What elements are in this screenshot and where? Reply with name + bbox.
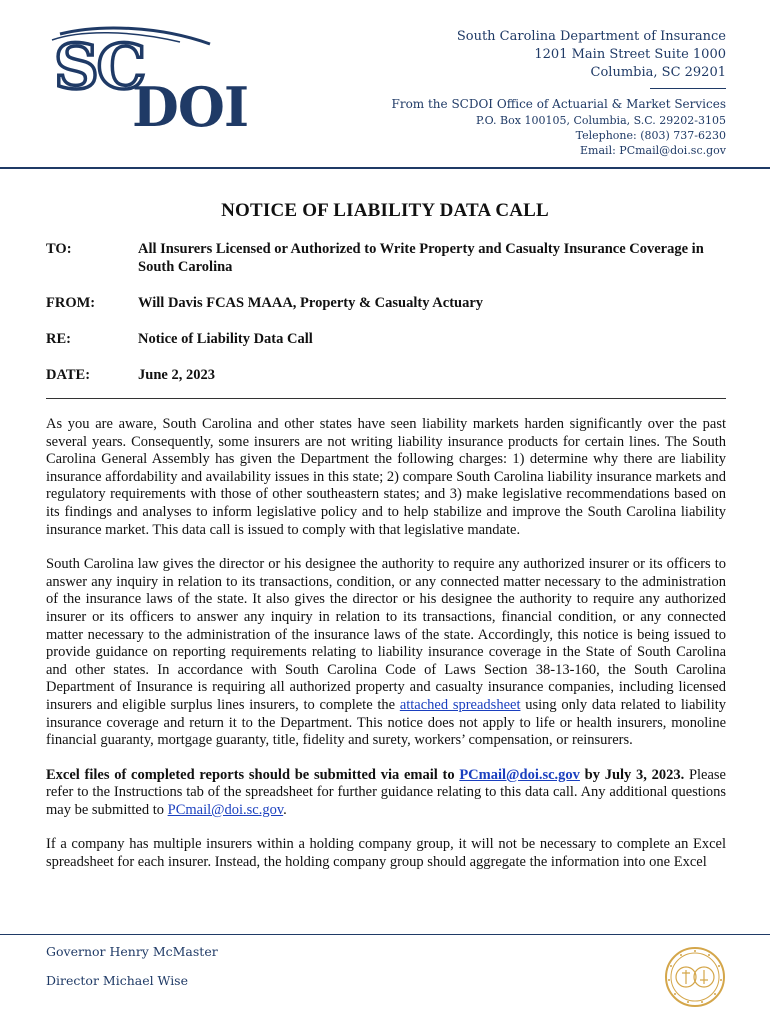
agency-street: 1201 Main Street Suite 1000 [534, 47, 726, 62]
memo-rule [46, 398, 726, 399]
memo-to [46, 240, 726, 276]
paragraph-4: If a company has multiple insurers within a holding company group, it will not be necessary to complete an Excel spreadsheet for each insurer. Instead, the holding company group should aggregate the information into one Excel [46, 836, 726, 871]
attached-spreadsheet-link[interactable]: attached spreadsheet [399, 696, 521, 713]
submission-email-link[interactable] [459, 767, 580, 783]
document-title: NOTICE OF LIABILITY DATA CALL [221, 200, 549, 221]
paragraph-3 [46, 767, 726, 820]
submission-email-text: PCmail@doi.sc.gov [459, 766, 580, 783]
memo-date-value: June 2, 2023 [138, 367, 215, 383]
memo-from [46, 294, 726, 312]
state-seal-icon [664, 946, 726, 1008]
paragraph-2 [46, 556, 726, 750]
paragraph-3-bold-a: Excel files of completed reports should be submitted via email to [46, 766, 460, 783]
agency-city: Columbia, SC 29201 [590, 65, 726, 80]
footer-governor: Governor Henry McMaster [46, 944, 218, 959]
scdoi-logo [40, 26, 270, 136]
paragraph-3-end: . [283, 801, 287, 818]
contact-email: Email: PCmail@doi.sc.gov [580, 144, 726, 157]
logo-doi-text: DOI [132, 75, 249, 136]
memo-re [46, 330, 726, 348]
agency-name: South Carolina Department of Insurance [456, 29, 726, 44]
logo-sc-text: SC [54, 30, 145, 103]
questions-email-link[interactable]: PCmail@doi.sc.gov [167, 801, 284, 818]
memo-date [46, 366, 726, 384]
memo-from-label: FROM: [46, 295, 96, 311]
memo-from-value: Will Davis FCAS MAAA, Property & Casualty Actuary [138, 295, 484, 311]
phone: Telephone: (803) 737-6230 [575, 129, 726, 142]
paragraph-1: As you are aware, South Carolina and other states have seen liability markets harden significantly over the past several years. Consequently, some insurers are not writing liability insurance products for certain lines. The South Carolina General Assembly has given the Department the following charges: 1) determine why there are liability insurance affordability and availability issues in this state; 2) compare South Carolina liability insurance markets and regulatory requirements with those of other southeastern states; and 3) make legislative recommendations based on its findings and analyses to inform legislative policy and to help stabilize and improve the South Carolina liability insurance market. This data call is issued to comply with that legislative mandate. [46, 416, 726, 538]
agency-contact-block [392, 28, 727, 158]
office-name: From the SCDOI Office of Actuarial & Market Services [391, 97, 726, 111]
paragraph-2-text-b: using only data related to liability insurance coverage and return it to the Department. This notice does not apply to life or health insurers, monoline financial guaranty, mortgage guaranty, title, fidelity and surety, workers’ compensation, or reinsurers. [46, 696, 727, 749]
header-rule [0, 167, 770, 169]
memo-to-label: TO: [46, 241, 72, 257]
paragraph-3-text: Please refer to the Instructions tab of the spreadsheet for further guidance relating to this data call. Any additional questions may be submitted to [46, 766, 726, 818]
memo-to-value: All Insurers Licensed or Authorized to Write Property and Casualty Insurance Coverage in South Carolina [138, 241, 704, 275]
paragraph-2-text-a: South Carolina law gives the director or his designee the authority to require any authorized insurer or its officers to answer any inquiry in relation to its transactions, condition, or any connected matter necessary to the administration of the insurance laws of the state. It also gives the director or his designee the authority to require any authorized insurer or its officers to answer any inquiry in relation to its transactions, financial condition, or any connected matter necessary to the administration of the insurance laws of the state. Accordingly, this notice is being issued to provide guidance on reporting requirements relating to liability insurance coverage in the State of South Carolina and other states. In accordance with South Carolina Code of Laws Section 38-13-160, the South Carolina Department of Insurance is requiring all authorized property and casualty insurance companies, including licensed insurers and eligible surplus lines insurers, to complete the [46, 556, 726, 713]
footer-rule [0, 934, 770, 935]
memo-re-label: RE: [46, 331, 71, 347]
footer-director: Director Michael Wise [46, 973, 188, 988]
memo-re-value: Notice of Liability Data Call [138, 331, 313, 347]
memo-date-label: DATE: [46, 367, 91, 383]
document-body [46, 416, 726, 889]
agency-divider [650, 88, 726, 89]
po-box: P.O. Box 100105, Columbia, S.C. 29202-3105 [476, 114, 726, 127]
paragraph-3-deadline: by July 3, 2023. [579, 766, 685, 783]
